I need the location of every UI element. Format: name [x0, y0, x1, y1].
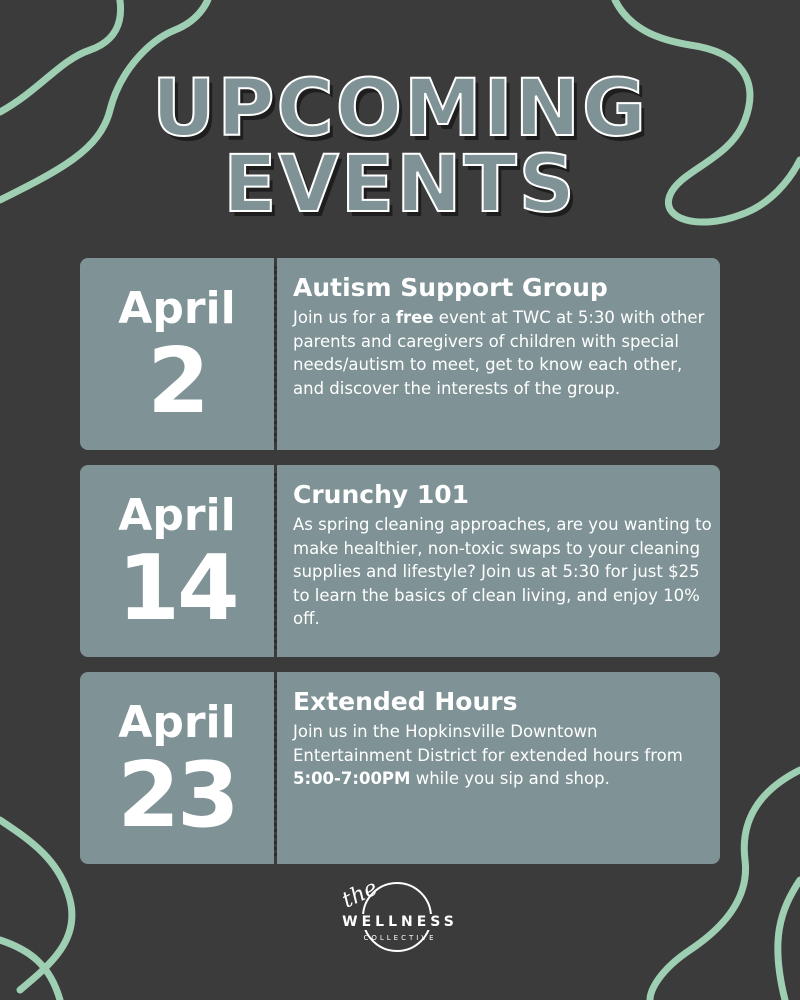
event-date-stub	[80, 672, 274, 864]
event-card	[80, 258, 720, 450]
event-description: As spring cleaning approaches, are you wanting to make healthier, non-toxic swaps to your cleaning supplies and lifestyle? Join us at 5:30 for just $25 to learn the basics of clean living, and enjoy 10% off.	[293, 515, 712, 629]
event-highlight: free	[395, 308, 434, 327]
event-day: 23	[117, 743, 237, 848]
event-date-stub	[80, 258, 274, 450]
logo-wordmark: WELLNESS	[320, 914, 480, 930]
event-highlight: 5:00-7:00PM	[293, 769, 411, 789]
event-details	[277, 258, 720, 450]
logo-the: the	[338, 875, 382, 914]
page-title-upcoming: UPCOMING	[152, 64, 648, 154]
event-details	[277, 465, 720, 657]
event-day: 14	[117, 536, 237, 641]
event-title: Extended Hours	[293, 687, 518, 716]
event-description: Join us for a free event at TWC at 5:30 with other parents and caregivers of children with special needs/autism to meet, get to know each other, and discover the interests of the group.	[293, 308, 705, 398]
event-details	[277, 672, 720, 864]
event-date-stub	[80, 465, 274, 657]
logo-subtitle: COLLECTIVE	[363, 934, 437, 942]
event-month: April	[118, 697, 236, 748]
event-title: Crunchy 101	[293, 480, 470, 509]
event-month: April	[118, 490, 236, 541]
wellness-collective-logo	[320, 875, 480, 960]
event-card	[80, 465, 720, 657]
event-description: Join us in the Hopkinsville Downtown Entertainment District for extended hours from 5:00-7:00PM while you sip and shop.	[293, 722, 683, 789]
event-day: 2	[147, 329, 207, 434]
event-month: April	[118, 283, 236, 334]
event-title: Autism Support Group	[293, 273, 608, 302]
event-card	[80, 672, 720, 864]
page-title-events: EVENTS	[223, 140, 577, 230]
